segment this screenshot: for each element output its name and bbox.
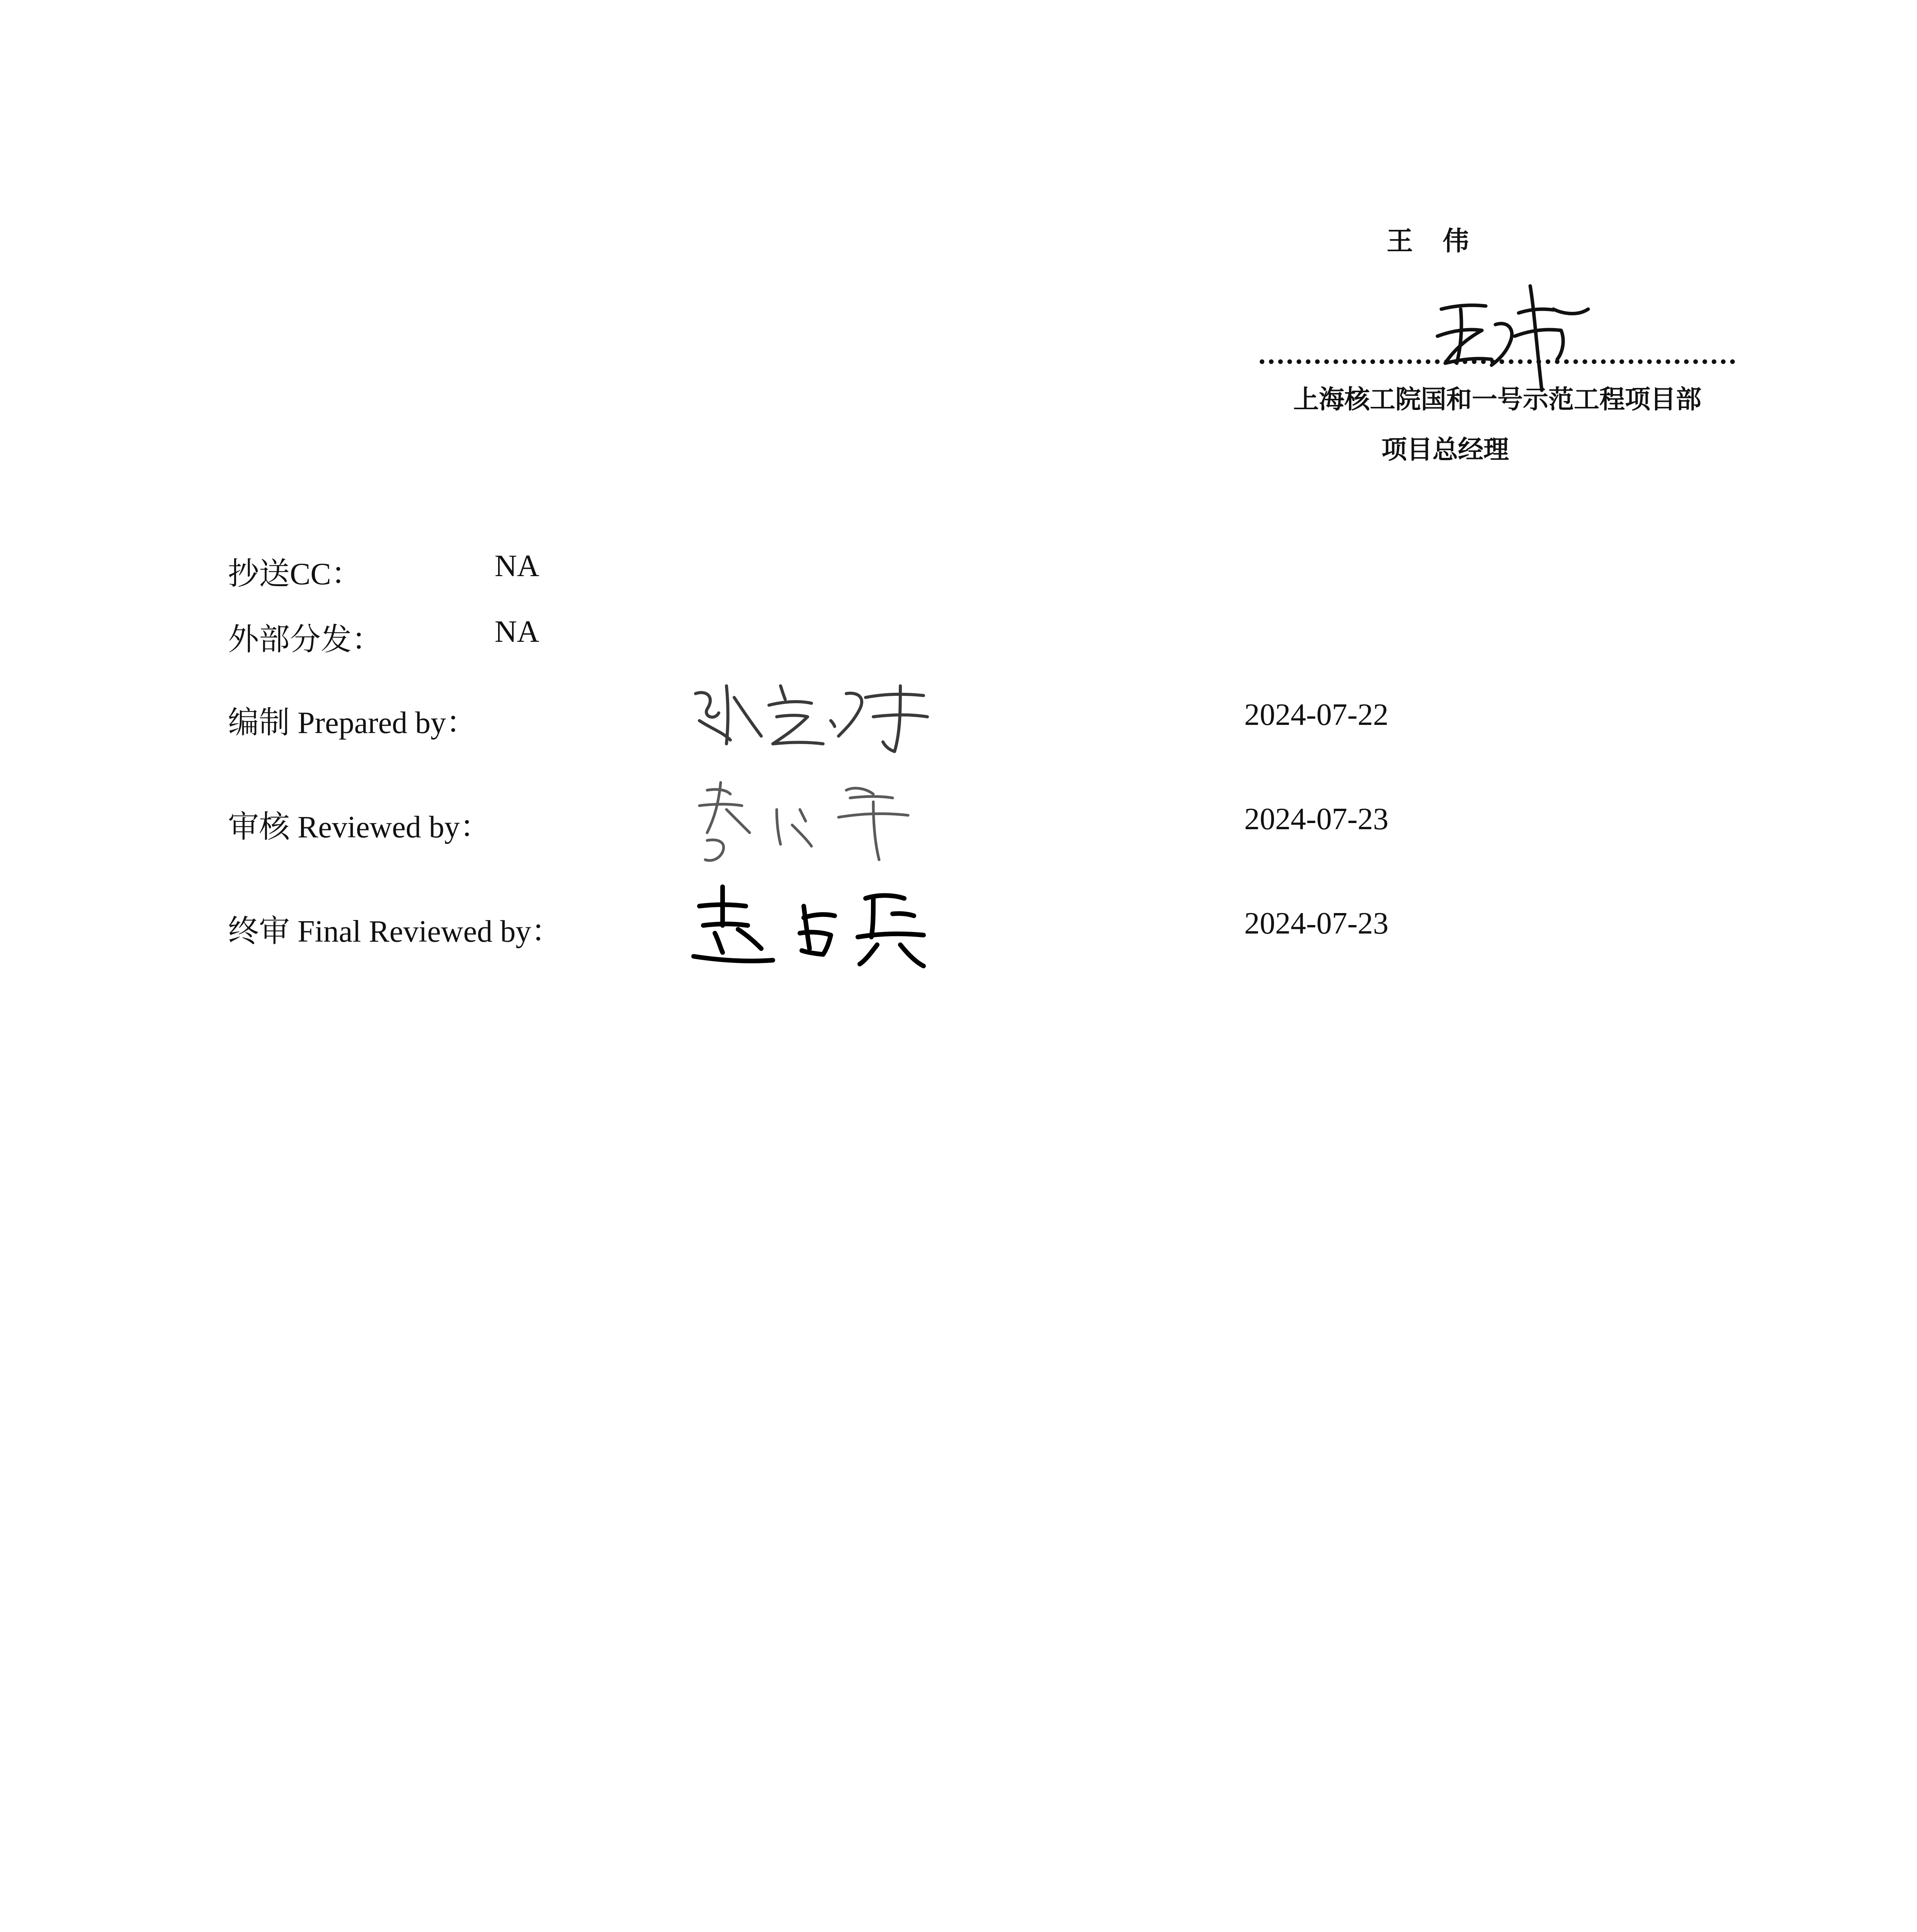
signer-block: [1229, 201, 1770, 471]
reviewed-date: 2024-07-23: [1244, 802, 1389, 836]
dashed-divider: [1260, 359, 1735, 364]
prepared-by-label: 编制 Prepared by：: [228, 706, 477, 740]
final-reviewed-by-label: 终审 Final Reviewed by：: [228, 915, 562, 949]
signer-organization: 上海核工院国和一号示范工程项目部: [1293, 386, 1701, 414]
signer-name: 王 伟: [1386, 226, 1481, 256]
prepared-date: 2024-07-22: [1244, 698, 1389, 732]
cc-value: NA: [495, 549, 539, 583]
external-distribution-value: NA: [495, 615, 539, 649]
signature-reviewed-by: [684, 767, 939, 867]
final-reviewed-date: 2024-07-23: [1244, 906, 1389, 940]
prepared-by-row: [228, 697, 1542, 775]
signature-prepared-by: [684, 663, 939, 763]
final-reviewed-by-row: [228, 906, 1542, 983]
cc-label: 抄送CC：: [228, 557, 362, 591]
reviewed-by-label: 审核 Reviewed by：: [228, 810, 491, 844]
signer-title: 项目总经理: [1381, 436, 1509, 464]
signature-final-reviewed-by: [684, 871, 939, 972]
external-distribution-label: 外部分发：: [228, 623, 383, 657]
reviewed-by-row: [228, 802, 1542, 879]
